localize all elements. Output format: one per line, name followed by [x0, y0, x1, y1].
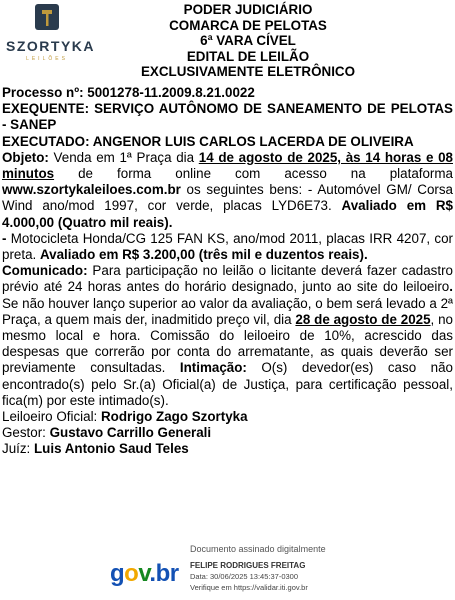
govbr-logo	[110, 560, 179, 588]
comunicado-paragraph	[2, 263, 453, 409]
item2-paragraph	[2, 231, 453, 263]
comunicado-label: Comunicado:	[2, 263, 88, 279]
gestor-label: Gestor:	[2, 425, 50, 441]
exequente: EXEQUENTE: SERVIÇO AUTÔNOMO DE SANEAMENTO DE PELOTAS - SANEP	[2, 101, 453, 133]
valuation-1: Avaliado em R$ 4.000,00 (Quatro mil reais).	[2, 198, 453, 230]
digital-signature-stamp	[110, 538, 350, 598]
govbr-letter: br	[155, 560, 179, 587]
header-line: EXCLUSIVAMENTE ELETRÔNICO	[140, 64, 355, 79]
header-line: COMARCA DE PELOTAS	[169, 17, 327, 33]
header-line: PODER JUDICIÁRIO	[183, 2, 313, 17]
logo-name: SZORTYKA	[6, 38, 95, 54]
intimacao-text: O(s) devedor(es) caso não encontrado(s) pelo Sr.(a) Oficial(a) de Justiça, para certificação pessoal, fica(m) por este intimado(s).	[2, 360, 453, 408]
govbr-letter: o	[124, 560, 139, 587]
juiz-line	[2, 441, 453, 457]
auction-site-link[interactable]: www.szortykaleiloes.com.br	[2, 182, 181, 198]
gavel-icon	[35, 4, 59, 30]
signature-date: Data: 30/06/2025 13:45:37-0300	[190, 572, 299, 581]
objeto-text: de forma online com acesso na plataforma	[54, 166, 453, 182]
govbr-letter: g	[110, 560, 125, 587]
logo-subtitle: LEILÕES	[26, 56, 68, 62]
valuation-2: Avaliado em R$ 3.200,00 (três mil e duzentos reais).	[39, 247, 368, 263]
executado: EXECUTADO: ANGENOR LUIS CARLOS LACERDA DE OLIVEIRA	[2, 133, 414, 149]
first-auction-date: 14 de agosto de 2025, às 14 horas e 08 minutos	[2, 149, 453, 182]
intimacao-label: Intimação:	[179, 360, 247, 376]
juiz-label: Juíz:	[2, 441, 34, 457]
leiloeiro-name: Rodrigo Zago Szortyka	[101, 409, 248, 425]
comunicado-dot: .	[449, 279, 453, 295]
signer-name: FELIPE RODRIGUES FREITAG	[190, 561, 306, 570]
item-dash: -	[2, 230, 7, 246]
szortyka-logo	[6, 4, 95, 66]
header-line: 6ª VARA CÍVEL	[200, 33, 296, 48]
header-line: EDITAL DE LEILÃO	[186, 48, 310, 64]
signature-verify-link[interactable]: Verifique em https://validar.iti.gov.br	[190, 583, 308, 592]
govbr-letter: v	[138, 560, 150, 587]
item2-text: Motocicleta Honda/CG 125 FAN KS, ano/mod 2011, placas IRR 4207, cor preta.	[2, 230, 453, 263]
objeto-text: Venda em 1ª Praça dia	[48, 149, 199, 165]
leiloeiro-line	[2, 409, 453, 425]
objeto-text: os seguintes bens: - Automóvel GM/ Corsa Wind ano/mod 1997, cor verde, placas LYD6E73.	[2, 182, 453, 214]
leiloeiro-label: Leiloeiro Oficial:	[2, 409, 101, 425]
govbr-letter: .	[149, 560, 156, 587]
objeto-label: Objeto:	[2, 149, 49, 165]
objeto-paragraph	[2, 150, 453, 231]
comunicado-text: , no mesmo local e hora. Comissão do leiloeiro de 10%, acrescido das despesas que correrão por conta do arrematante, as quais deverão ser previamente consultadas.	[2, 311, 453, 376]
gestor-name: Gustavo Carrillo Generali	[49, 425, 212, 441]
signature-title: Documento assinado digitalmente	[190, 544, 326, 554]
second-auction-date: 28 de agosto de 2025	[295, 311, 431, 327]
document-header	[100, 2, 396, 80]
comunicado-text: Se não houver lanço superior ao valor da avaliação, o bem será levado a 2ª Praça, a quem mais der, inadmitido preço vil, dia	[2, 295, 453, 327]
processo-number: Processo nº: 5001278-11.2009.8.21.0022	[2, 85, 255, 100]
gestor-line	[2, 425, 453, 441]
juiz-name: Luis Antonio Saud Teles	[34, 441, 189, 457]
document-body	[2, 85, 453, 458]
comunicado-text: Para participação no leilão o licitante deverá fazer cadastro prévio até 24 horas antes do horário designado, junto ao site do leiloeiro	[2, 263, 453, 295]
